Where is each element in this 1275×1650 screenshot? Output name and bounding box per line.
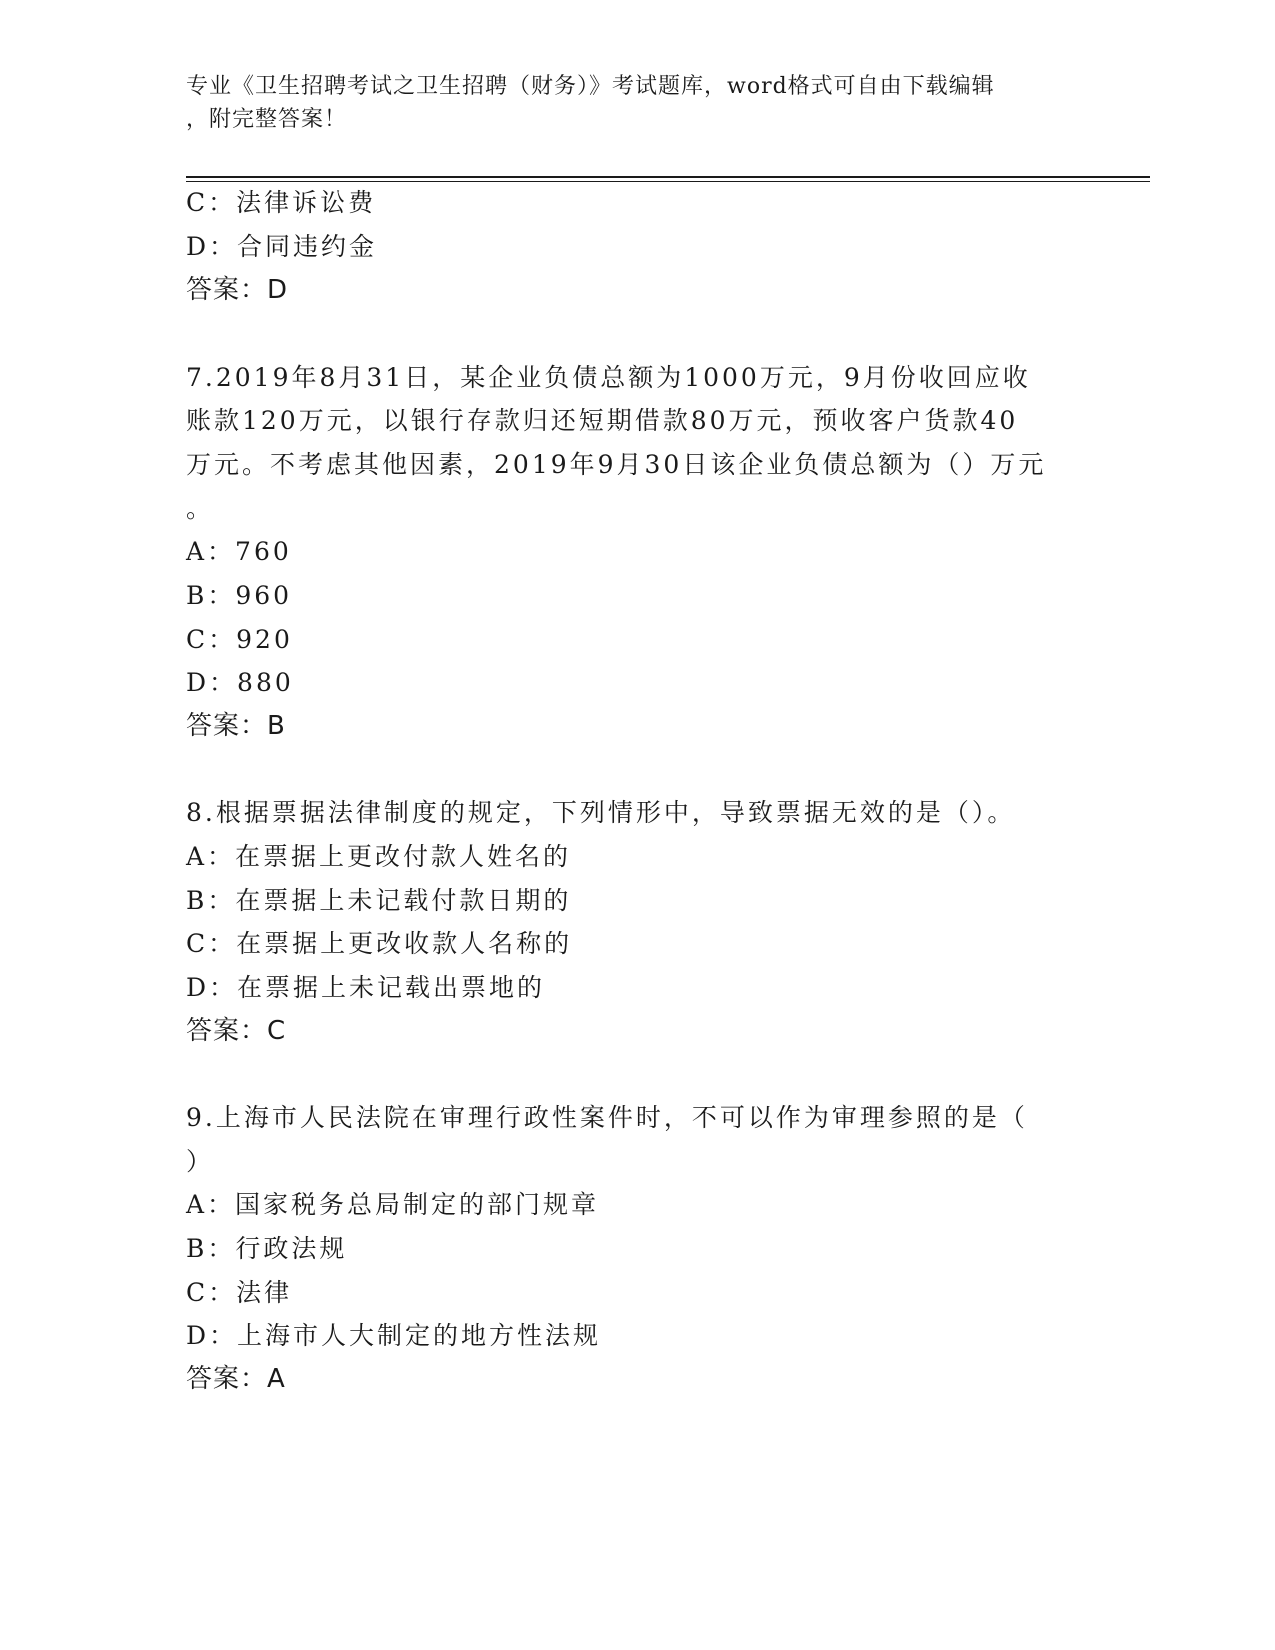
q8-stem-line-1: 8.根据票据法律制度的规定，下列情形中，导致票据无效的是（）。 <box>186 798 1016 827</box>
q9-option-c: C：法律 <box>186 1278 293 1307</box>
header-divider-thin <box>186 181 1150 182</box>
q9-stem-line-1: 9.上海市人民法院在审理行政性案件时，不可以作为审理参照的是（ <box>186 1103 1028 1132</box>
q7-option-c: C：920 <box>186 625 293 654</box>
q8-answer: 答案：C <box>186 1016 287 1046</box>
q9-option-a: A：国家税务总局制定的部门规章 <box>186 1190 600 1219</box>
q7-option-b: B：960 <box>186 581 293 610</box>
q8-option-b: B：在票据上未记载付款日期的 <box>186 886 572 915</box>
document-header <box>186 70 1086 136</box>
q7-stem-line-2: 账款120万元，以银行存款归还短期借款80万元，预收客户货款40 <box>186 406 1019 435</box>
q7-answer: 答案：B <box>186 711 286 741</box>
prev-answer: 答案：D <box>186 275 289 305</box>
q9-option-b: B：行政法规 <box>186 1234 348 1263</box>
q7-option-d: D：880 <box>186 668 294 697</box>
q8-option-c: C：在票据上更改收款人名称的 <box>186 929 573 958</box>
prev-option-c: C：法律诉讼费 <box>186 188 377 217</box>
header-line-1: 专业《卫生招聘考试之卫生招聘（财务）》考试题库，word格式可自由下载编辑 <box>186 74 995 99</box>
q7-stem-line-1: 7.2019年8月31日，某企业负债总额为1000万元，9月份收回应收 <box>186 363 1031 392</box>
q7-stem-line-3: 万元。不考虑其他因素，2019年9月30日该企业负债总额为（）万元 <box>186 450 1047 479</box>
header-line-2: ，附完整答案！ <box>186 107 348 132</box>
q7-stem-line-4: 。 <box>186 494 215 523</box>
q7-option-a: A：760 <box>186 537 292 566</box>
q9-option-d: D：上海市人大制定的地方性法规 <box>186 1321 602 1350</box>
q9-answer: 答案：A <box>186 1364 286 1394</box>
prev-option-d: D：合同违约金 <box>186 232 378 261</box>
q8-option-a: A：在票据上更改付款人姓名的 <box>186 842 572 871</box>
header-divider-thick <box>186 176 1150 178</box>
q9-stem-line-2: ） <box>186 1147 215 1176</box>
q8-option-d: D：在票据上未记载出票地的 <box>186 973 546 1002</box>
